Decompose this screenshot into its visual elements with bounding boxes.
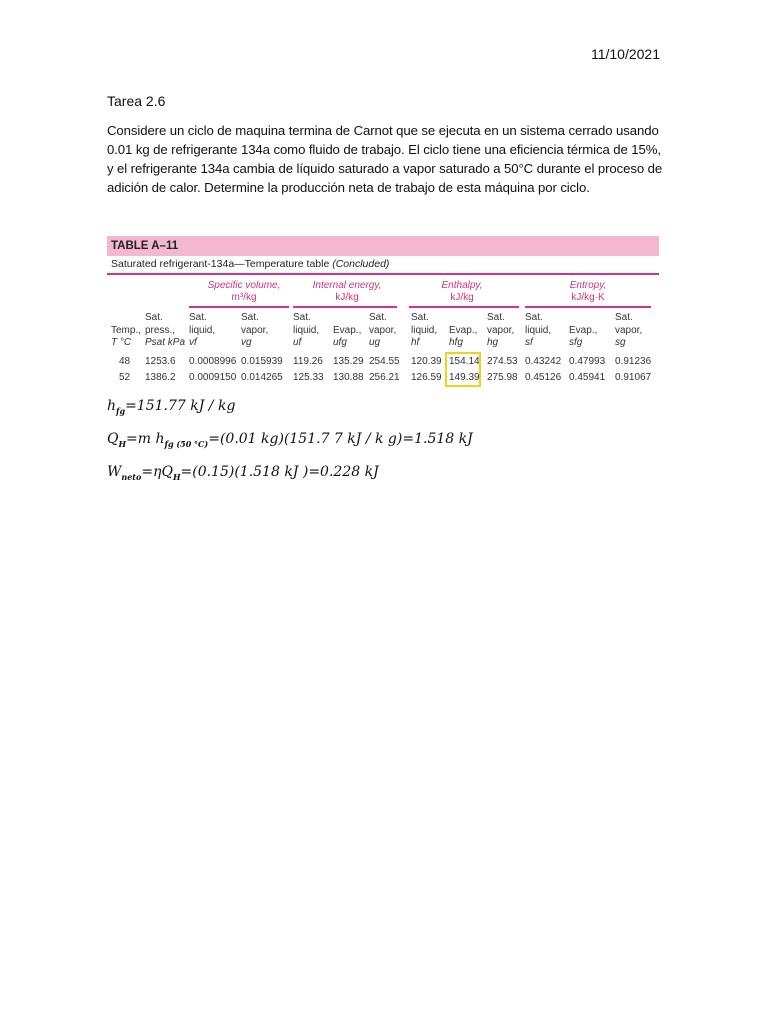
column-header-line: Sat. [525,312,543,323]
column-header-line: hfg [449,337,463,348]
eq2-rhs: =(0.01 kg)(151.7 7 kJ / k g)=1.518 kJ [208,431,473,447]
column-header-line: Evap., [569,324,598,336]
column-header [615,312,642,350]
eq1-lhs: h [107,398,117,414]
group-enthalpy [407,280,517,304]
table-cell: 0.0009150 [189,372,237,383]
group-unit: kJ/kg [335,292,359,303]
column-header-line: sf [525,337,533,348]
column-header [449,312,477,350]
column-header [145,312,185,350]
table-cell: 154.14 [449,356,480,367]
table-caption [107,256,659,271]
group-name: Entropy, [569,280,607,291]
column-header-line: liquid, [411,324,438,336]
equation-hfg [107,398,235,416]
column-header-line: press., [145,324,176,336]
column-header-line: Psat kPa [145,337,186,348]
table-cell: 0.47993 [569,356,606,367]
eq2-mid: =m h [126,431,165,447]
group-rule-volume [189,306,289,308]
column-header-line: uf [293,337,302,348]
caption-rule [107,273,659,275]
eq1-rhs: =151.77 kJ / kg [125,398,236,414]
table-cell: 52 [119,372,131,383]
eq3-mid: =ηQ [141,464,173,480]
group-entropy [533,280,643,304]
table-cell: 125.33 [293,372,324,383]
column-header-line: vapor, [241,324,269,336]
column-header-line: vapor, [615,324,643,336]
table-cell: 0.015939 [241,356,283,367]
group-internal-energy [292,280,402,304]
table-cell: 274.53 [487,356,518,367]
table-cell: 135.29 [333,356,364,367]
date: 11/10/2021 [590,46,660,62]
column-header-line: Sat. [615,312,633,323]
table-caption-text: Saturated refrigerant-134a—Temperature table [111,258,330,270]
column-header-line: Sat. [189,312,207,323]
column-header-line: Sat. [487,312,505,323]
table-cell: 275.98 [487,372,518,383]
column-header [411,312,437,350]
column-header-line: Sat. [241,312,259,323]
column-header-line: sg [615,337,626,348]
equation-wneto [107,464,379,482]
group-specific-volume [189,280,299,304]
column-header-line: Sat. [145,312,163,323]
column-header-line: T °C [111,337,132,348]
group-name: Specific volume, [207,280,281,291]
table-cell: 0.014265 [241,372,283,383]
table-cell: 0.0008996 [189,356,237,367]
table-cell: 0.45126 [525,372,562,383]
table-cell: 126.59 [411,372,442,383]
column-header-line: vg [241,337,252,348]
column-header [241,312,268,350]
column-header-line: hf [411,337,420,348]
table-cell: 0.43242 [525,356,562,367]
column-header-line: sfg [569,337,583,348]
column-header-line: Evap., [449,324,478,336]
eq3-lhs: W [107,464,122,480]
table-cell: 1386.2 [145,372,176,383]
column-header-line: hg [487,337,499,348]
eq3-mid-sub: H [172,471,181,482]
column-header-line: liquid, [189,324,216,336]
column-header-line: Evap., [333,324,362,336]
group-name: Internal energy, [312,280,382,291]
column-header-line: ufg [333,337,347,348]
column-header-line: ug [369,337,381,348]
column-header-line: Sat. [293,312,311,323]
table-cell: 130.88 [333,372,364,383]
column-header-line: vf [189,337,197,348]
column-header-line: Sat. [369,312,387,323]
column-header [525,312,551,350]
group-rule-enthalpy [409,306,519,308]
table-cell: 254.55 [369,356,400,367]
table-cell: 0.45941 [569,372,606,383]
column-header-line: liquid, [525,324,552,336]
highlight-box [445,352,481,387]
problem-statement: Considere un ciclo de maquina termina de Carnot que se ejecuta en un sistema cerrado usando 0.01 kg de refrigerante 134a como fluido de trabajo. El ciclo tiene una eficiencia térmica de 15%, y el refrigerante 134a cambia de líquido saturado a vapor saturado a 50°C durante el proceso de adición de calor. Determine la producción neta de trabajo de esta máquina por ciclo. [107,123,663,195]
column-header [333,312,361,350]
column-header [569,312,597,350]
table-cell: 48 [119,356,131,367]
column-header-line: liquid, [293,324,320,336]
column-header-line: vapor, [369,324,397,336]
task-title: Tarea 2.6 [107,93,166,109]
table-cell: 120.39 [411,356,442,367]
column-header [293,312,319,350]
group-unit: kJ/kg [450,292,474,303]
table-caption-note: (Concluded) [332,258,390,270]
table-cell: 0.91067 [615,372,652,383]
group-rule-energy [293,306,397,308]
table-cell: 0.91236 [615,356,652,367]
eq2-lhs: Q [107,431,119,447]
table-cell: 149.39 [449,372,480,383]
column-header-line: vapor, [487,324,515,336]
table-title: TABLE A–11 [107,236,659,256]
eq3-rhs: =(0.15)(1.518 kJ )=0.228 kJ [180,464,379,480]
column-header [189,312,215,350]
eq2-mid-sub: fg (50 °C) [164,438,209,449]
column-header-line: Sat. [411,312,429,323]
table-cell: 256.21 [369,372,400,383]
property-table [107,236,659,391]
column-header-line: Temp., [111,324,142,336]
equation-qh [107,431,473,449]
column-header [369,312,396,350]
table-cell: 119.26 [293,356,323,367]
group-unit: kJ/kg·K [571,292,605,303]
column-header [111,312,141,350]
eq3-lhs-sub: neto [121,471,142,482]
group-name: Enthalpy, [441,280,483,291]
table-cell: 1253.6 [145,356,176,367]
eq2-lhs-sub: H [118,438,127,449]
group-unit: m³/kg [231,292,257,303]
eq1-lhs-sub: fg [116,405,126,416]
column-header [487,312,514,350]
group-rule-entropy [525,306,651,308]
